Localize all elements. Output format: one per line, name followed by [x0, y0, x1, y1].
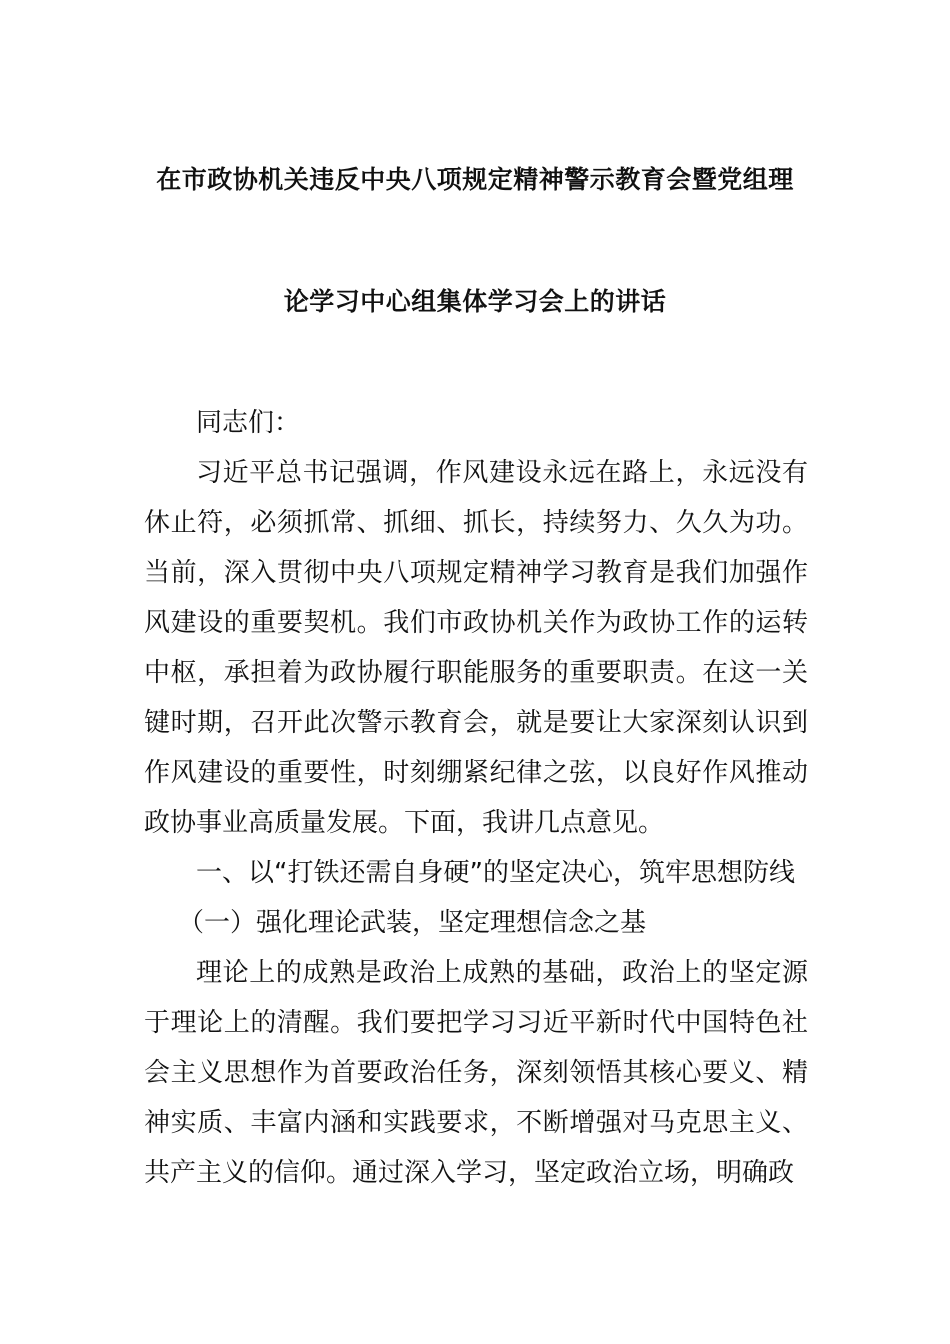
document-title-line-1: 在市政协机关违反中央八项规定精神警示教育会暨党组理 [156, 165, 794, 194]
section-heading-1: 一、以“打铁还需自身硬”的坚定决心，筑牢思想防线 [196, 858, 795, 888]
paragraph-intro: 习近平总书记强调，作风建设永远在路上，永远没有休止符，必须抓常、抓细、抓长，持续努力、久久为功。当前，深入贯彻中央八项规定精神学习教育是我们加强作风建设的重要契机。我们市政协机关作为政协工作的运转中枢，承担着为政协履行职能服务的重要职责。在这一关键时期，召开此次警示教育会，就是要让大家深刻认识到作风建设的重要性，时刻绷紧纪律之弦，以良好作风推动政协事业高质量发展。下面，我讲几点意见。 [144, 458, 808, 838]
subsection-heading-1: （一）强化理论武装，坚定理想信念之基 [178, 908, 647, 938]
document-title-line-2: 论学习中心组集体学习会上的讲话 [283, 287, 667, 316]
paragraph-theory: 理论上的成熟是政治上成熟的基础，政治上的坚定源于理论上的清醒。我们要把学习习近平新时代中国特色社会主义思想作为首要政治任务，深刻领悟其核心要义、精神实质、丰富内涵和实践要求，不断增强对马克思主义、共产主义的信仰。通过深入学习，坚定政治立场，明确政 [144, 958, 808, 1188]
salutation: 同志们： [196, 408, 301, 438]
document-body [144, 398, 808, 1198]
